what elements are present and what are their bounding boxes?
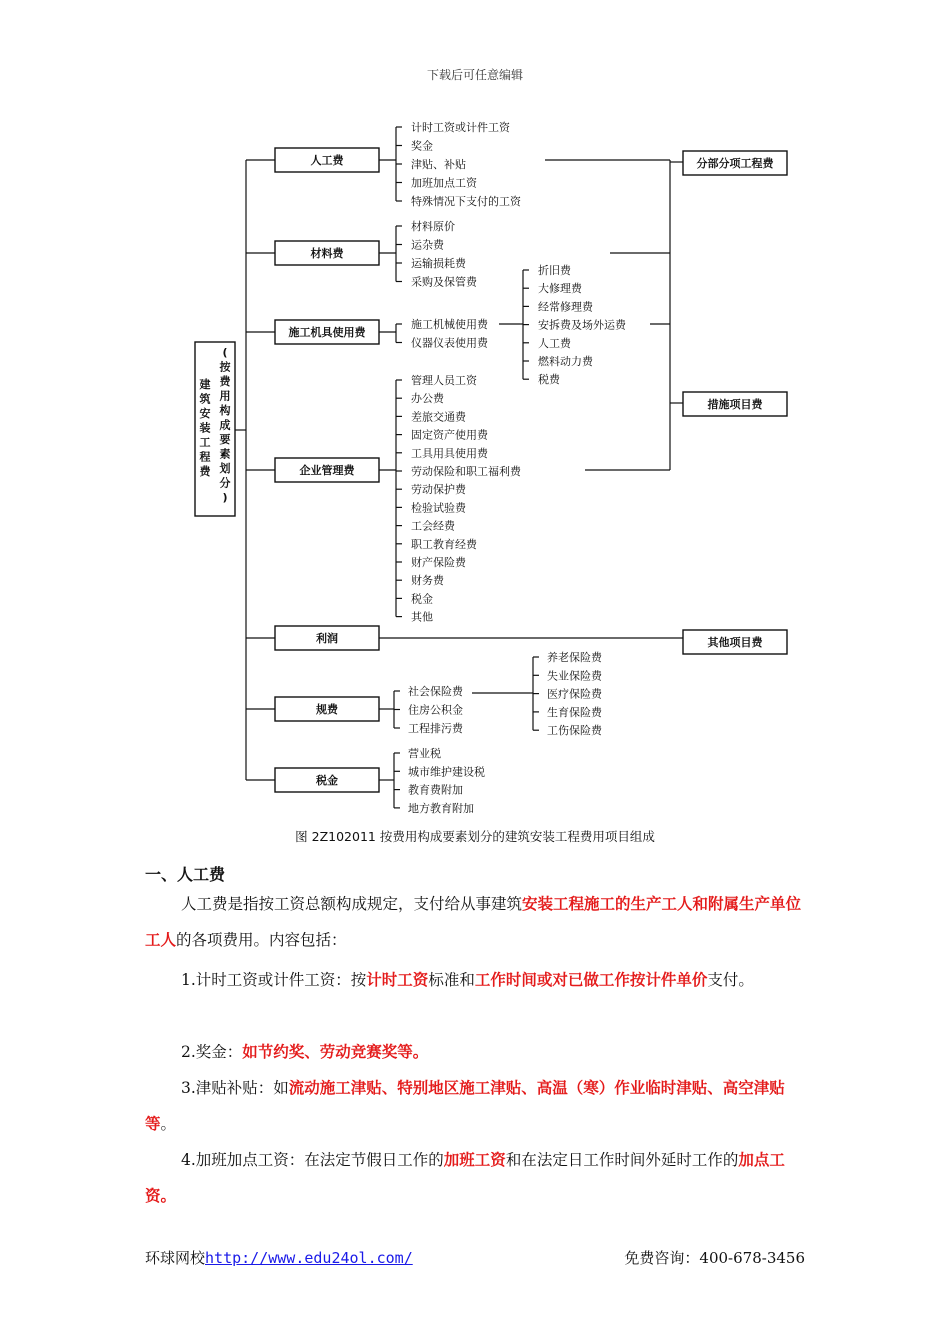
root-char: 用 xyxy=(219,389,231,403)
list-item: 税金 xyxy=(411,592,433,606)
root-char: 程 xyxy=(199,450,211,464)
node-profit: 利润 xyxy=(316,632,338,645)
p5-highlight-2: 加点工资。 xyxy=(145,1150,785,1205)
list-item: 教育费附加 xyxy=(408,783,463,797)
root-char: 费 xyxy=(219,375,231,388)
list-item: 财产保险费 xyxy=(411,556,466,569)
root-char: 费 xyxy=(199,465,211,478)
list-item: 材料原价 xyxy=(411,220,455,233)
list-item: 职工教育经费 xyxy=(411,537,477,551)
list-item: 人工费 xyxy=(538,336,571,350)
root-char: 建 xyxy=(199,378,211,391)
node-other: 其他项目费 xyxy=(707,636,763,649)
node-material: 材料费 xyxy=(310,247,344,260)
list-item: 工伤保险费 xyxy=(547,724,602,738)
footer-link[interactable]: http://www.edu24ol.com/ xyxy=(205,1249,413,1267)
list-item: 运杂费 xyxy=(411,238,444,252)
list-item: 采购及保管费 xyxy=(411,275,477,289)
tax-items xyxy=(379,746,485,815)
list-item: 其他 xyxy=(411,610,433,624)
page-footer xyxy=(145,1247,805,1268)
p4-highlight-1: 流动施工津贴、特别地区施工津贴、高温（寒）作业临时津贴、高空津贴等 xyxy=(145,1078,785,1133)
p5-text-1: 4.加班加点工资：在法定节假日工作的 xyxy=(181,1151,444,1169)
list-item: 工程排污费 xyxy=(408,722,463,735)
list-item: 工具用具使用费 xyxy=(411,446,488,460)
machine-items xyxy=(379,317,489,350)
p5-highlight-1: 加班工资 xyxy=(443,1150,506,1169)
footer-phone: 免费咨询：400-678-3456 xyxy=(624,1249,805,1267)
list-item: 经常修理费 xyxy=(538,300,593,314)
p2-text-3: 支付。 xyxy=(707,971,754,989)
list-item: 营业税 xyxy=(408,747,441,760)
list-item: 住房公积金 xyxy=(408,703,463,717)
root-char: ) xyxy=(222,491,228,504)
p2-text-1: 1.计时工资或计件工资：按 xyxy=(181,971,367,989)
list-item: 工会经费 xyxy=(411,519,455,533)
list-item: 折旧费 xyxy=(538,264,571,277)
enterprise-items xyxy=(379,373,522,624)
node-subitem: 分部分项工程费 xyxy=(696,157,774,170)
paragraph-2 xyxy=(145,962,805,998)
list-item: 运输损耗费 xyxy=(411,257,466,270)
node-enterprise: 企业管理费 xyxy=(299,464,355,477)
list-item: 检验试验费 xyxy=(411,501,466,515)
list-item: 养老保险费 xyxy=(547,651,602,664)
list-item: 加班加点工资 xyxy=(411,176,477,190)
root-char: 素 xyxy=(219,447,231,461)
list-item: 办公费 xyxy=(411,392,444,406)
list-item: 特殊情况下支付的工资 xyxy=(411,195,521,208)
paragraph-3 xyxy=(145,1034,805,1070)
list-item: 仪器仪表使用费 xyxy=(411,336,488,350)
list-item: 差旅交通费 xyxy=(411,410,466,424)
list-item: 社会保险费 xyxy=(408,685,463,698)
footer-org: 环球网校 xyxy=(145,1249,206,1267)
list-item: 奖金 xyxy=(411,139,433,153)
node-labor: 人工费 xyxy=(310,154,344,167)
root-char: 筑 xyxy=(199,392,211,406)
list-item: 施工机械使用费 xyxy=(411,318,488,331)
list-item: 津贴、补贴 xyxy=(411,158,466,171)
root-char: 要 xyxy=(219,433,231,446)
root-char: 安 xyxy=(199,407,211,420)
section-title: 一、人工费 xyxy=(145,865,226,884)
p4-text-1: 3.津贴补贴：如 xyxy=(181,1079,289,1097)
p2-text-2: 标准和 xyxy=(428,971,475,989)
list-item: 计时工资或计件工资 xyxy=(411,121,510,134)
p4-text-2: 。 xyxy=(160,1115,177,1133)
node-measures: 措施项目费 xyxy=(707,398,763,411)
p3-text-1: 2.奖金： xyxy=(181,1043,243,1061)
root-char: 装 xyxy=(199,421,211,435)
paragraph-5 xyxy=(145,1142,805,1214)
cost-structure-diagram xyxy=(0,110,950,850)
list-item: 劳动保险和职工福利费 xyxy=(411,465,521,478)
list-item: 大修理费 xyxy=(538,282,582,296)
list-item: 管理人员工资 xyxy=(411,374,477,387)
diagram-caption: 图 2Z102011 按费用构成要素划分的建筑安装工程费用项目组成 xyxy=(295,829,655,844)
labor-items xyxy=(379,120,522,208)
p2-highlight-2: 工作时间或对已做工作按计件单价 xyxy=(474,970,708,989)
node-tax: 税金 xyxy=(316,774,338,787)
p5-text-2: 和在法定日工作时间外延时工作的 xyxy=(505,1151,739,1169)
list-item: 地方教育附加 xyxy=(408,801,474,815)
paragraph-1 xyxy=(145,886,805,958)
list-item: 燃料动力费 xyxy=(538,355,593,368)
list-item: 失业保险费 xyxy=(547,669,602,683)
list-item: 医疗保险费 xyxy=(547,687,602,701)
p1-text-2: 的各项费用。内容包括： xyxy=(176,931,347,949)
p1-text-1: 人工费是指按工资总额构成规定，支付给从事建筑 xyxy=(181,895,523,913)
root-char: 划 xyxy=(219,462,231,475)
root-char: 按 xyxy=(219,360,231,374)
root-char: ( xyxy=(222,346,228,359)
p3-highlight-1: 如节约奖、劳动竞赛奖等。 xyxy=(242,1042,429,1061)
list-item: 财务费 xyxy=(411,574,444,588)
page-header: 下载后可任意编辑 xyxy=(426,68,523,82)
root-char: 成 xyxy=(219,418,231,432)
list-item: 安拆费及场外运费 xyxy=(538,318,626,332)
fees-items xyxy=(379,684,464,735)
list-item: 税费 xyxy=(538,373,560,387)
paragraph-4 xyxy=(145,1070,805,1142)
root-char: 构 xyxy=(219,404,231,417)
insurance-items xyxy=(530,650,603,737)
p1-highlight-1: 安装工程施工的生产工人和附属生产单位工人 xyxy=(145,894,802,949)
list-item: 生育保险费 xyxy=(547,705,602,719)
list-item: 劳动保护费 xyxy=(411,483,466,497)
list-item: 固定资产使用费 xyxy=(411,428,488,442)
list-item: 城市维护建设税 xyxy=(408,765,485,779)
root-char: 分 xyxy=(219,476,231,490)
p2-highlight-1: 计时工资 xyxy=(366,970,429,989)
node-fees: 规费 xyxy=(316,703,338,716)
root-char: 工 xyxy=(199,436,211,449)
node-machine: 施工机具使用费 xyxy=(288,326,366,339)
material-items xyxy=(379,219,478,289)
machine-sub-items xyxy=(520,263,627,386)
